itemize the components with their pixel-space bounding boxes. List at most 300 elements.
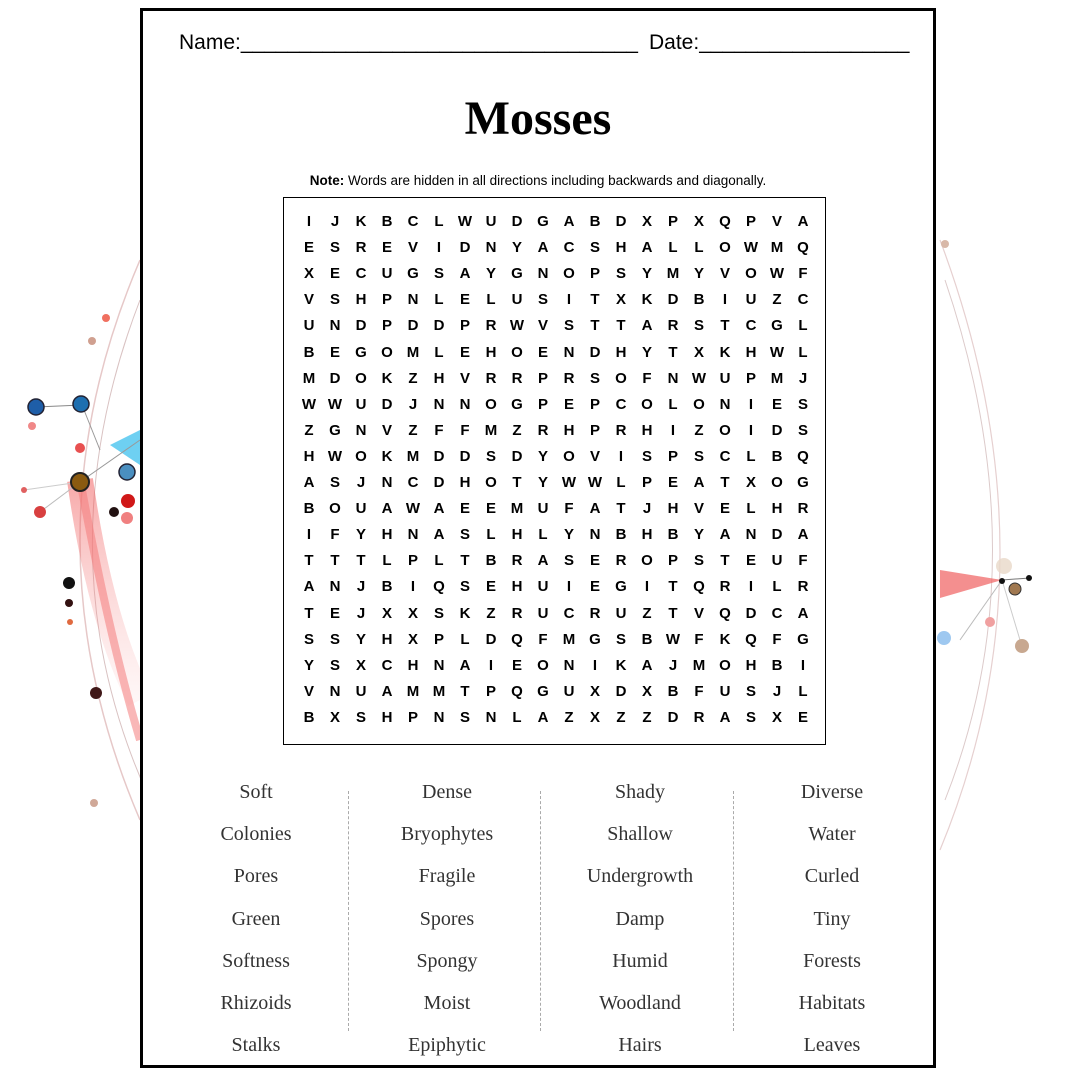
grid-letter: L: [512, 708, 522, 726]
column-separator: [733, 791, 734, 1031]
grid-letter: A: [641, 656, 653, 674]
grid-letter: E: [745, 552, 756, 570]
grid-letter: D: [771, 421, 783, 439]
grid-letter: N: [563, 343, 575, 361]
grid-letter: E: [329, 604, 340, 622]
grid-letter: L: [772, 578, 782, 596]
grid-letter: Y: [511, 239, 522, 257]
grid-letter: I: [410, 578, 416, 596]
grid-letter: A: [563, 213, 575, 230]
grid-letter: S: [459, 708, 470, 726]
grid-letter: Q: [511, 630, 523, 648]
grid-letter: A: [797, 604, 809, 622]
grid-letter: G: [511, 265, 523, 283]
grid-letter: B: [303, 343, 315, 361]
grid-letter: Z: [408, 369, 418, 387]
grid-letter: W: [327, 447, 343, 465]
grid-letter: C: [381, 656, 393, 674]
grid-letter: P: [589, 395, 600, 413]
grid-letter: V: [537, 317, 548, 335]
grid-letter: R: [485, 317, 497, 335]
grid-letter: O: [771, 474, 783, 491]
grid-letter: D: [615, 682, 627, 700]
grid-letter: R: [485, 369, 497, 387]
grid-letter: Q: [797, 447, 809, 465]
grid-letter: A: [537, 708, 549, 726]
grid-letter: S: [797, 421, 808, 439]
grid-letter: X: [407, 604, 418, 622]
grid-letter: G: [797, 630, 809, 648]
grid-letter: U: [615, 604, 627, 622]
grid-letter: F: [460, 421, 470, 439]
grid-letter: O: [719, 656, 731, 674]
grid-letter: O: [537, 656, 549, 674]
grid-letter: A: [641, 317, 653, 335]
grid-letter: T: [616, 317, 626, 335]
grid-letter: C: [745, 317, 757, 335]
grid-letter: J: [408, 395, 418, 413]
grid-letter: V: [693, 500, 704, 518]
column-separator: [348, 791, 349, 1031]
note-label: Note:: [309, 173, 345, 188]
grid-letter: D: [667, 291, 679, 309]
grid-letter: I: [306, 526, 312, 544]
grid-letter: I: [748, 421, 754, 439]
grid-letter: P: [667, 213, 678, 230]
grid-letter: E: [303, 239, 314, 257]
grid-letter: I: [748, 395, 754, 413]
grid-letter: K: [615, 656, 627, 674]
word-list-item: Spores: [419, 907, 475, 930]
grid-letter: E: [589, 578, 600, 596]
word-list-item: Stalks: [231, 1034, 281, 1057]
grid-letter: O: [563, 265, 575, 283]
grid-letter: T: [590, 291, 600, 309]
grid-letter: S: [563, 317, 574, 335]
word-list-item: Tiny: [813, 907, 851, 930]
grid-letter: D: [511, 447, 523, 465]
grid-letter: Q: [719, 213, 731, 230]
grid-letter: J: [798, 369, 808, 387]
grid-letter: X: [589, 682, 600, 700]
grid-letter: H: [303, 447, 315, 465]
grid-letter: P: [589, 421, 600, 439]
grid-letter: B: [693, 291, 705, 309]
grid-letter: M: [484, 421, 498, 439]
grid-letter: Y: [563, 526, 574, 544]
grid-letter: B: [589, 213, 601, 230]
grid-letter: D: [433, 474, 445, 491]
grid-letter: Y: [693, 265, 704, 283]
grid-letter: B: [303, 500, 315, 518]
grid-letter: M: [432, 682, 446, 700]
grid-letter: R: [615, 552, 627, 570]
grid-letter: O: [511, 343, 523, 361]
grid-letter: N: [485, 708, 497, 726]
grid-letter: M: [770, 239, 784, 257]
grid-letter: T: [720, 552, 730, 570]
word-list-item: Green: [231, 907, 281, 930]
grid-letter: E: [563, 395, 574, 413]
grid-letter: F: [538, 630, 548, 648]
grid-letter: C: [797, 291, 809, 309]
word-list-item: Woodland: [599, 992, 681, 1014]
grid-letter: H: [563, 421, 575, 439]
grid-letter: O: [355, 369, 367, 387]
grid-letter: T: [668, 343, 678, 361]
word-list-item: Moist: [423, 992, 471, 1014]
grid-letter: U: [355, 500, 367, 518]
grid-letter: S: [797, 395, 808, 413]
grid-letter: I: [488, 656, 494, 674]
grid-letter: O: [719, 421, 731, 439]
grid-letter: S: [615, 630, 626, 648]
grid-letter: O: [381, 343, 393, 361]
note-text: Words are hidden in all directions including backwards and diagonally.: [344, 173, 767, 188]
grid-letter: N: [719, 395, 731, 413]
grid-letter: A: [459, 656, 471, 674]
grid-letter: A: [303, 474, 315, 491]
grid-letter: Z: [642, 604, 652, 622]
grid-letter: Q: [433, 578, 445, 596]
grid-letter: N: [329, 682, 341, 700]
grid-letter: R: [511, 552, 523, 570]
grid-letter: A: [537, 239, 549, 257]
grid-letter: W: [457, 213, 473, 230]
grid-letter: T: [356, 552, 366, 570]
grid-letter: X: [745, 474, 756, 491]
word-list-item: Rhizoids: [220, 992, 292, 1014]
grid-letter: A: [381, 500, 393, 518]
grid-letter: W: [743, 239, 759, 257]
grid-letter: U: [745, 291, 757, 309]
grid-letter: E: [511, 656, 522, 674]
grid-letter: M: [770, 369, 784, 387]
grid-letter: K: [381, 447, 393, 465]
grid-letter: E: [771, 395, 782, 413]
grid-letter: Z: [304, 421, 314, 439]
grid-letter: S: [615, 265, 626, 283]
word-list-item: Epiphytic: [408, 1034, 486, 1057]
word-list-item: Damp: [615, 907, 665, 930]
word-list-item: Soft: [239, 781, 273, 803]
grid-letter: F: [694, 682, 704, 700]
grid-letter: U: [485, 213, 497, 230]
grid-letter: S: [329, 656, 340, 674]
grid-letter: H: [641, 421, 653, 439]
grid-letter: G: [615, 578, 627, 596]
grid-letter: R: [355, 239, 367, 257]
grid-letter: A: [719, 526, 731, 544]
grid-letter: Z: [408, 421, 418, 439]
grid-letter: Q: [745, 630, 757, 648]
grid-letter: M: [666, 265, 680, 283]
grid-letter: E: [485, 578, 496, 596]
grid-letter: E: [719, 500, 730, 518]
grid-letter: N: [329, 578, 341, 596]
grid-letter: U: [719, 682, 731, 700]
grid-letter: K: [355, 213, 367, 230]
grid-letter: E: [485, 500, 496, 518]
grid-letter: V: [303, 682, 314, 700]
grid-letter: D: [511, 213, 523, 230]
grid-letter: B: [667, 682, 679, 700]
name-field-label: Name:__________________________________: [179, 31, 638, 54]
grid-letter: V: [303, 291, 314, 309]
grid-letter: C: [563, 239, 575, 257]
grid-letter: M: [692, 656, 706, 674]
grid-letter: N: [589, 526, 601, 544]
grid-letter: M: [406, 682, 420, 700]
grid-letter: U: [537, 604, 549, 622]
grid-letter: Y: [303, 656, 314, 674]
grid-letter: F: [798, 265, 808, 283]
grid-letter: A: [433, 526, 445, 544]
grid-letter: D: [459, 447, 471, 465]
grid-letter: N: [537, 265, 549, 283]
grid-letter: U: [381, 265, 393, 283]
grid-letter: O: [745, 265, 757, 283]
grid-letter: Y: [485, 265, 496, 283]
grid-letter: I: [670, 421, 676, 439]
grid-letter: X: [693, 343, 704, 361]
grid-letter: T: [304, 604, 314, 622]
grid-letter: H: [667, 500, 679, 518]
grid-letter: H: [615, 239, 627, 257]
grid-letter: G: [355, 343, 367, 361]
grid-letter: G: [589, 630, 601, 648]
grid-letter: D: [459, 239, 471, 257]
grid-letter: B: [771, 656, 783, 674]
grid-letter: Y: [355, 526, 366, 544]
grid-letter: W: [665, 630, 681, 648]
grid-letter: S: [433, 265, 444, 283]
grid-letter: W: [691, 369, 707, 387]
grid-letter: H: [615, 343, 627, 361]
grid-letter: S: [589, 369, 600, 387]
grid-letter: Z: [772, 291, 782, 309]
grid-letter: A: [303, 578, 315, 596]
grid-letter: B: [641, 630, 653, 648]
grid-letter: S: [329, 630, 340, 648]
grid-letter: Y: [641, 265, 652, 283]
word-list-item: Pores: [233, 865, 279, 888]
grid-letter: L: [616, 474, 626, 491]
grid-letter: F: [694, 630, 704, 648]
grid-letter: E: [459, 343, 470, 361]
grid-letter: W: [509, 317, 525, 335]
grid-letter: Z: [694, 421, 704, 439]
grid-letter: V: [719, 265, 730, 283]
grid-letter: H: [745, 656, 757, 674]
grid-letter: S: [329, 291, 340, 309]
grid-letter: P: [537, 395, 548, 413]
grid-letter: D: [667, 708, 679, 726]
grid-letter: I: [306, 213, 312, 230]
worksheet-page: [140, 8, 936, 1068]
grid-letter: L: [668, 395, 678, 413]
grid-letter: F: [772, 630, 782, 648]
grid-letter: T: [720, 317, 730, 335]
word-list-item: Forests: [803, 949, 861, 972]
grid-letter: H: [771, 500, 783, 518]
grid-letter: D: [589, 343, 601, 361]
grid-letter: U: [537, 500, 549, 518]
grid-letter: P: [589, 265, 600, 283]
grid-letter: X: [381, 604, 392, 622]
grid-letter: G: [511, 395, 523, 413]
grid-letter: S: [433, 604, 444, 622]
grid-letter: J: [330, 213, 340, 230]
grid-letter: N: [407, 291, 419, 309]
grid-letter: T: [616, 500, 626, 518]
grid-letter: Z: [512, 421, 522, 439]
grid-letter: U: [537, 578, 549, 596]
grid-letter: X: [771, 708, 782, 726]
grid-letter: E: [329, 343, 340, 361]
grid-letter: U: [303, 317, 315, 335]
grid-letter: F: [330, 526, 340, 544]
grid-letter: C: [563, 604, 575, 622]
grid-letter: D: [433, 447, 445, 465]
grid-letter: V: [693, 604, 704, 622]
word-list-item: Shady: [615, 781, 665, 803]
grid-letter: N: [407, 526, 419, 544]
grid-letter: T: [720, 474, 730, 491]
grid-letter: N: [329, 317, 341, 335]
grid-letter: B: [303, 708, 315, 726]
grid-letter: X: [641, 213, 652, 230]
grid-letter: M: [406, 447, 420, 465]
grid-letter: X: [641, 682, 652, 700]
grid-letter: T: [590, 317, 600, 335]
grid-letter: X: [589, 708, 600, 726]
grid-letter: I: [748, 578, 754, 596]
grid-letter: L: [694, 239, 704, 257]
grid-letter: H: [511, 578, 523, 596]
grid-letter: O: [485, 474, 497, 491]
grid-letter: J: [356, 474, 366, 491]
grid-letter: G: [407, 265, 419, 283]
grid-letter: X: [303, 265, 314, 283]
instructions-note: [143, 173, 933, 188]
grid-letter: L: [434, 552, 444, 570]
grid-letter: A: [589, 500, 601, 518]
grid-letter: Z: [642, 708, 652, 726]
grid-letter: U: [355, 395, 367, 413]
grid-letter: M: [406, 343, 420, 361]
grid-letter: L: [798, 343, 808, 361]
grid-letter: R: [589, 604, 601, 622]
grid-letter: A: [719, 708, 731, 726]
word-list-item: Water: [808, 823, 856, 846]
grid-letter: E: [459, 500, 470, 518]
grid-letter: L: [486, 526, 496, 544]
grid-letter: R: [797, 578, 809, 596]
grid-letter: C: [407, 213, 419, 230]
grid-letter: G: [771, 317, 783, 335]
grid-letter: W: [405, 500, 421, 518]
grid-letter: T: [460, 552, 470, 570]
grid-letter: A: [381, 682, 393, 700]
grid-letter: B: [615, 526, 627, 544]
grid-letter: P: [407, 708, 418, 726]
grid-letter: Z: [486, 604, 496, 622]
grid-letter: E: [537, 343, 548, 361]
grid-letter: H: [433, 369, 445, 387]
grid-letter: V: [381, 421, 392, 439]
grid-letter: C: [355, 265, 367, 283]
grid-letter: Q: [797, 239, 809, 257]
grid-letter: N: [745, 526, 757, 544]
grid-letter: D: [407, 317, 419, 335]
grid-letter: E: [589, 552, 600, 570]
grid-letter: I: [722, 291, 728, 309]
grid-letter: I: [800, 656, 806, 674]
grid-letter: G: [537, 213, 549, 230]
grid-letter: M: [510, 500, 524, 518]
grid-letter: W: [769, 265, 785, 283]
grid-letter: M: [562, 630, 576, 648]
grid-letter: I: [592, 656, 598, 674]
word-list-item: Colonies: [220, 823, 292, 846]
grid-letter: P: [667, 552, 678, 570]
grid-letter: N: [459, 395, 471, 413]
grid-letter: S: [745, 682, 756, 700]
grid-letter: O: [355, 447, 367, 465]
grid-letter: T: [668, 604, 678, 622]
grid-letter: L: [460, 630, 470, 648]
grid-letter: Z: [616, 708, 626, 726]
grid-letter: O: [693, 395, 705, 413]
column-separator: [540, 791, 541, 1031]
grid-letter: C: [407, 474, 419, 491]
grid-letter: O: [719, 239, 731, 257]
grid-letter: L: [798, 317, 808, 335]
grid-letter: E: [667, 474, 678, 491]
grid-letter: M: [302, 369, 316, 387]
grid-letter: S: [485, 447, 496, 465]
grid-letter: D: [381, 395, 393, 413]
grid-letter: J: [356, 604, 366, 622]
grid-letter: K: [381, 369, 393, 387]
grid-letter: U: [719, 369, 731, 387]
grid-letter: N: [433, 708, 445, 726]
grid-letter: S: [459, 526, 470, 544]
word-list-item: Dense: [422, 781, 472, 803]
grid-letter: V: [407, 239, 418, 257]
grid-letter: C: [615, 395, 627, 413]
grid-letter: H: [381, 708, 393, 726]
word-list: [143, 771, 933, 1057]
grid-letter: P: [433, 630, 444, 648]
grid-letter: J: [356, 578, 366, 596]
grid-letter: R: [719, 578, 731, 596]
grid-letter: K: [459, 604, 471, 622]
grid-letter: R: [667, 317, 679, 335]
grid-letter: P: [745, 369, 756, 387]
grid-letter: A: [433, 500, 445, 518]
grid-letter: I: [566, 578, 572, 596]
grid-letter: K: [719, 630, 731, 648]
grid-letter: A: [641, 239, 653, 257]
grid-letter: S: [641, 447, 652, 465]
grid-letter: D: [615, 213, 627, 230]
grid-letter: N: [667, 369, 679, 387]
grid-letter: D: [745, 604, 757, 622]
grid-letter: P: [485, 682, 496, 700]
grid-letter: E: [797, 708, 808, 726]
